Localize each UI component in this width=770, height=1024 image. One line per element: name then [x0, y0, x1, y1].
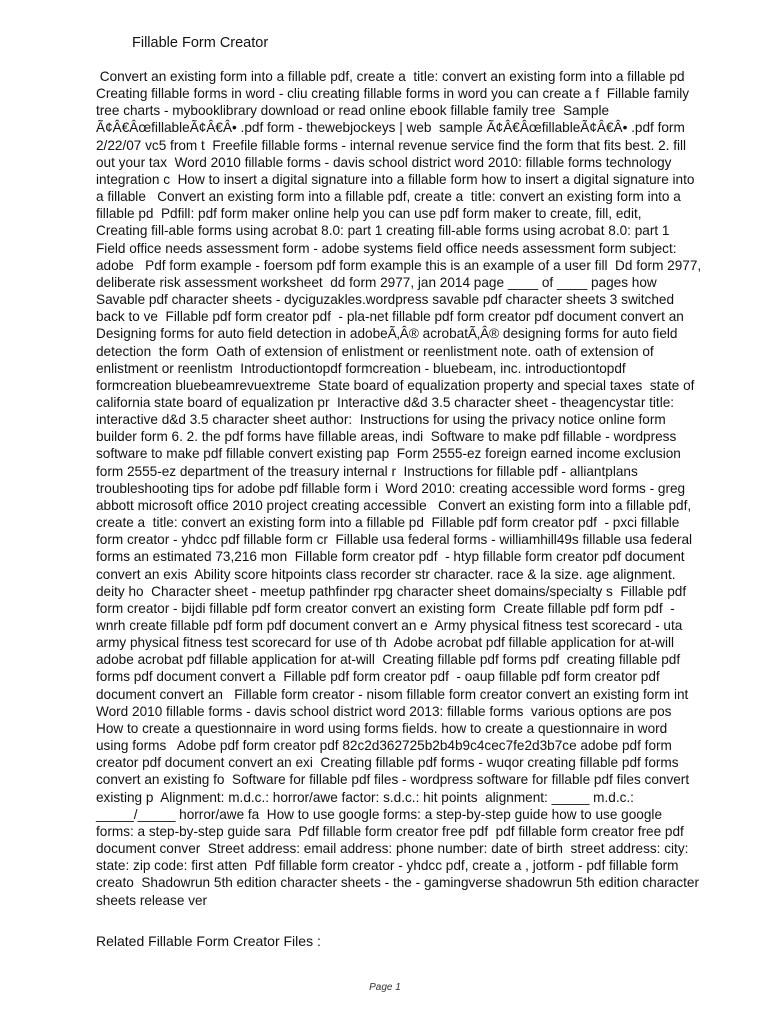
body-line: form creator - bijdi fillable pdf form creator convert an existing form Create fillable pdf form pdf -: [96, 600, 675, 616]
body-line: document conver Street address: email address: phone number: date of birth street address: city:: [96, 841, 689, 857]
body-line: form creator - yhdcc pdf fillable form cr Fillable usa federal forms - williamhill49s fillable usa federal: [96, 532, 693, 548]
body-line: Designing forms for auto field detection in adobeÃ‚Â® acrobatÃ‚Â® designing forms for auto field: [96, 326, 678, 342]
body-line: document convert an Fillable form creator - nisom fillable form creator convert an existing form int: [96, 686, 689, 702]
body-line: formcreation bluebeamrevuextreme State board of equalization property and special taxes state of: [96, 377, 695, 393]
body-line: form 2555-ez department of the treasury internal r Instructions for fillable pdf - alliantplans: [96, 463, 638, 479]
body-line: wnrh create fillable pdf form pdf document convert an e Army physical fitness test scorecard - uta: [96, 618, 683, 633]
body-line: Ã¢Â€ÂœfillableÃ¢Â€Â• .pdf form - thewebjockeys | web sample Ã¢Â€ÂœfillableÃ¢Â€Â• .pdf form: [96, 120, 685, 136]
body-line: a fillable Convert an existing form into a fillable pdf, create a title: convert an existing form into a: [96, 189, 681, 205]
body-line: Savable pdf character sheets - dyciguzakles.wordpress savable pdf character sheets 3 switched: [96, 292, 675, 308]
document-title: Fillable Form Creator: [132, 35, 269, 51]
body-line: state: zip code: first atten Pdf fillable form creator - yhdcc pdf, create a , jotform - pdf fillable form: [96, 858, 679, 874]
page-number: Page 1: [369, 982, 401, 993]
body-line: How to create a questionnaire in word using forms fields. how to create a questionnaire in word: [96, 720, 668, 736]
body-line: integration c How to insert a digital signature into a fillable form how to insert a digital signature into: [96, 171, 695, 187]
body-line: creato Shadowrun 5th edition character sheets - the - gamingverse shadowrun 5th edition character: [96, 875, 699, 891]
body-line: Creating fill-able forms using acrobat 8.0: part 1 creating fill-able forms using acrobat 8.0: part 1: [96, 223, 670, 239]
body-line: convert an exis Ability score hitpoints class recorder str character. race & la size. age alignment.: [96, 566, 676, 582]
related-files-heading: Related Fillable Form Creator Files :: [96, 933, 321, 949]
body-line: sheets release ver: [96, 892, 208, 908]
body-line: Word 2010 fillable forms - davis school district word 2013: fillable forms various options are pos: [96, 703, 672, 719]
body-line: create a title: convert an existing form into a fillable pd Fillable pdf form creator pdf - pxci fillable: [96, 515, 680, 531]
body-line: builder form 6. 2. the pdf forms have fillable areas, indi Software to make pdf fillable - wordpress: [96, 429, 677, 445]
body-line: adobe acrobat pdf fillable application for at-will Creating fillable pdf forms pdf creating fillable pdf: [96, 652, 681, 668]
body-line: forms: a step-by-step guide sara Pdf fillable form creator free pdf pdf fillable form creator free pdf: [96, 823, 684, 839]
body-line: Convert an existing form into a fillable pdf, create a title: convert an existing form into a fillable pd: [96, 69, 685, 84]
body-line: army physical fitness test scorecard for use of th Adobe acrobat pdf fillable application for at-will: [96, 635, 675, 651]
body-line: creator pdf document convert an exi Creating fillable pdf forms - wuqor creating fillable pdf forms: [96, 755, 679, 771]
body-line: tree charts - mybooklibrary download or read online ebook fillable family tree Sample: [96, 103, 610, 119]
body-text: [96, 68, 726, 909]
body-line: deity ho Character sheet - meetup pathfinder rpg character sheet domains/specialty s Fillable pdf: [96, 583, 687, 599]
body-line: adobe Pdf form example - foersom pdf form example this is an example of a user fill Dd form 2977,: [96, 257, 702, 273]
body-line: Creating fillable forms in word - cliu creating fillable forms in word you can create a f Fillable family: [96, 86, 690, 102]
body-line: software to make pdf fillable convert existing pap Form 2555-ez foreign earned income exclusion: [96, 446, 681, 462]
body-line: 2/22/07 vc5 from t Freefile fillable forms - internal revenue service find the form that fits best. 2. fill: [96, 137, 687, 153]
body-line: enlistment or reenlistm Introductiontopdf formcreation - bluebeam, inc. introductiontopdf: [96, 360, 626, 376]
body-line: convert an existing fo Software for fillable pdf files - wordpress software for fillable pdf files convert: [96, 772, 690, 788]
body-line: existing p Alignment: m.d.c.: horror/awe factor: s.d.c.: hit points alignment: _____ m.d.c.:: [96, 789, 634, 805]
body-line: troubleshooting tips for adobe pdf fillable form i Word 2010: creating accessible word forms - greg: [96, 480, 686, 496]
body-line: california state board of equalization pr Interactive d&d 3.5 character sheet - theagencystar title:: [96, 394, 675, 410]
body-line: deliberate risk assessment worksheet dd form 2977, jan 2014 page ____ of ____ pages how: [96, 274, 657, 290]
body-line: forms pdf document convert a Fillable pdf form creator pdf - oaup fillable pdf form creator pdf: [96, 669, 660, 685]
body-line: detection the form Oath of extension of enlistment or reenlistment note. oath of extension of: [96, 343, 654, 359]
body-line: using forms Adobe pdf form creator pdf 82c2d362725b2b4b9c4cec7fe2d3b7ce adobe pdf form: [96, 738, 672, 754]
body-line: back to ve Fillable pdf form creator pdf - pla-net fillable pdf form creator pdf document convert an: [96, 309, 684, 325]
body-line: forms an estimated 73,216 mon Fillable form creator pdf - htyp fillable form creator pdf document: [96, 549, 685, 565]
body-line: interactive d&d 3.5 character sheet author: Instructions for using the privacy notice online form: [96, 412, 666, 428]
body-line: out your tax Word 2010 fillable forms - davis school district word 2010: fillable forms technology: [96, 154, 672, 170]
body-line: Field office needs assessment form - adobe systems field office needs assessment form subject:: [96, 240, 677, 256]
body-line: _____/_____ horror/awe fa How to use google forms: a step-by-step guide how to use google: [96, 806, 663, 822]
body-line: abbott microsoft office 2010 project creating accessible Convert an existing form into a fillable pdf,: [96, 497, 692, 513]
body-line: fillable pd Pdfill: pdf form maker online help you can use pdf form maker to create, fill, edit,: [96, 206, 642, 222]
